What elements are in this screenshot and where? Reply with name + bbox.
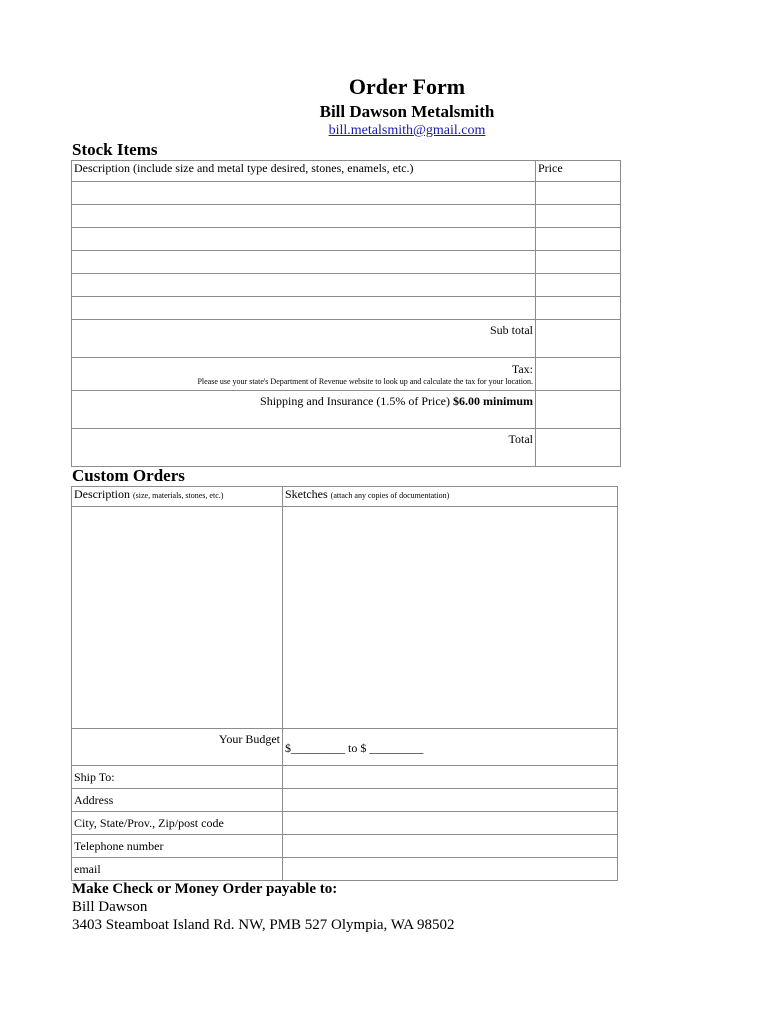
stock-row — [72, 251, 621, 274]
custom-sketches-area[interactable] — [283, 507, 618, 729]
stock-price-cell[interactable] — [536, 228, 621, 251]
stock-row — [72, 228, 621, 251]
city-label: City, State/Prov., Zip/post code — [72, 812, 283, 835]
stock-price-cell[interactable] — [536, 251, 621, 274]
custom-orders-table — [71, 486, 618, 881]
stock-description-header: Description (include size and metal type desired, stones, enamels, etc.) — [72, 161, 536, 182]
custom-description-area[interactable] — [72, 507, 283, 729]
shipping-label: Shipping and Insurance (1.5% of Price) — [260, 394, 450, 408]
custom-sketches-header — [283, 487, 618, 507]
page-title: Order Form — [348, 74, 466, 99]
stock-price-cell[interactable] — [536, 297, 621, 320]
telephone-label: Telephone number — [72, 835, 283, 858]
ship-to-field[interactable] — [283, 766, 618, 789]
stock-description-cell[interactable] — [72, 228, 536, 251]
address-label: Address — [72, 789, 283, 812]
email-label: email — [72, 858, 283, 881]
budget-value[interactable]: $_________ to $ _________ — [283, 729, 618, 766]
shipping-value[interactable] — [536, 391, 621, 429]
custom-description-note: (size, materials, stones, etc.) — [133, 491, 224, 500]
payment-heading: Make Check or Money Order payable to: — [72, 881, 338, 897]
email-field[interactable] — [283, 858, 618, 881]
stock-price-cell[interactable] — [536, 274, 621, 297]
telephone-field[interactable] — [283, 835, 618, 858]
stock-row — [72, 274, 621, 297]
subtotal-value[interactable] — [536, 320, 621, 358]
business-name: Bill Dawson Metalsmith — [319, 102, 495, 121]
stock-description-cell[interactable] — [72, 205, 536, 228]
ship-to-label: Ship To: — [72, 766, 283, 789]
tax-note: Please use your state's Department of Revenue website to look up and calculate the tax for your location. — [197, 377, 533, 386]
total-label: Total — [72, 429, 536, 467]
address-field[interactable] — [283, 789, 618, 812]
subtotal-label: Sub total — [72, 320, 536, 358]
stock-price-cell[interactable] — [536, 205, 621, 228]
custom-sketches-label: Sketches — [285, 487, 328, 501]
custom-description-label: Description — [74, 487, 130, 501]
total-value[interactable] — [536, 429, 621, 467]
stock-price-cell[interactable] — [536, 182, 621, 205]
stock-items-table — [71, 160, 621, 467]
stock-items-heading: Stock Items — [72, 140, 158, 159]
stock-row — [72, 182, 621, 205]
custom-orders-heading: Custom Orders — [72, 466, 185, 485]
stock-description-cell[interactable] — [72, 274, 536, 297]
shipping-cell — [72, 391, 536, 429]
email-link[interactable]: bill.metalsmith@gmail.com — [328, 123, 486, 138]
budget-label: Your Budget — [72, 729, 283, 766]
shipping-minimum: $6.00 minimum — [452, 394, 533, 408]
stock-price-header: Price — [536, 161, 621, 182]
stock-row — [72, 205, 621, 228]
tax-label: Tax: — [511, 362, 533, 376]
custom-description-header — [72, 487, 283, 507]
stock-row — [72, 297, 621, 320]
payment-name: Bill Dawson — [72, 899, 148, 915]
stock-description-cell[interactable] — [72, 182, 536, 205]
city-field[interactable] — [283, 812, 618, 835]
custom-sketches-note: (attach any copies of documentation) — [330, 491, 450, 500]
stock-description-cell[interactable] — [72, 251, 536, 274]
tax-value[interactable] — [536, 358, 621, 391]
stock-description-cell[interactable] — [72, 297, 536, 320]
tax-cell — [72, 358, 536, 391]
payment-address: 3403 Steamboat Island Rd. NW, PMB 527 Olympia, WA 98502 — [72, 917, 455, 933]
